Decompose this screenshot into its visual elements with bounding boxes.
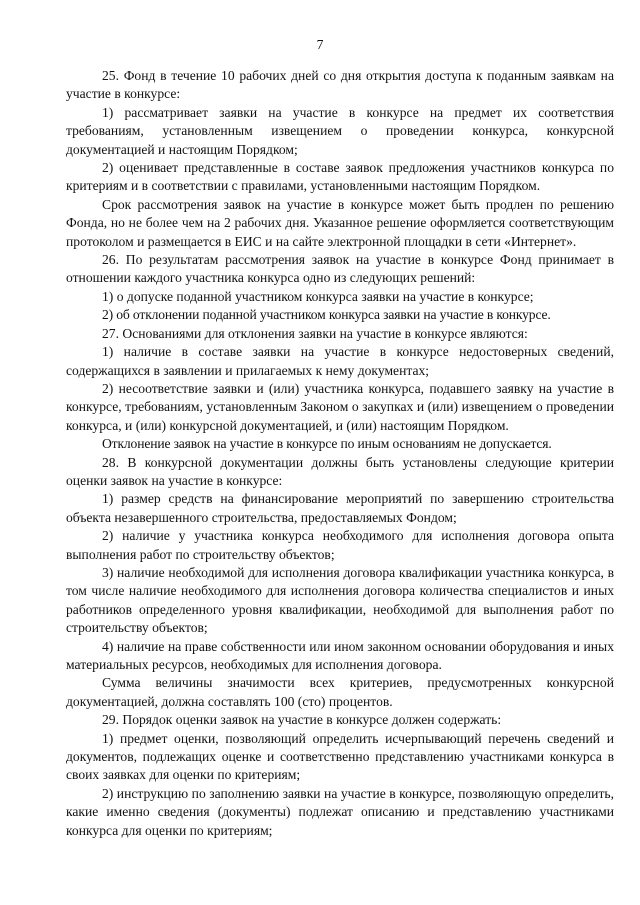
paragraph-25: 25. Фонд в течение 10 рабочих дней со дня открытия доступа к поданным заявкам на участие в конкурсе:	[66, 68, 614, 102]
paragraph-25-item-2: 2) оценивает представленные в составе заявок предложения участников конкурса по критериям и в соответствии с правилами, установленными настоящим Порядком.	[66, 160, 614, 194]
paragraph-25-item-1: 1) рассматривает заявки на участие в конкурсе на предмет их соответствия требованиям, установленным извещением о проведении конкурса, конкурсной документацией и настоящим Порядком;	[66, 104, 614, 157]
paragraph-28-item-2: 2) наличие у участника конкурса необходимого для исполнения договора опыта выполнения работ по строительству объектов;	[66, 528, 614, 562]
paragraph-rejection-note: Отклонение заявок на участие в конкурсе по иным основаниям не допускается.	[102, 436, 552, 452]
paragraph-29-item-1: 1) предмет оценки, позволяющий определить исчерпывающий перечень сведений и документов, подлежащих оценке и соответственно представлению участниками конкурса в своих заявках для оценки по критериям;	[66, 730, 614, 783]
paragraph-26: 26. По результатам рассмотрения заявок на участие в конкурсе Фонд принимает в отношении каждого участника конкурса одно из следующих решений:	[66, 252, 614, 286]
paragraph-28-item-3: 3) наличие необходимой для исполнения договора квалификации участника конкурса, в том числе наличие необходимого для исполнения договора количества специалистов и иных работников определенного уровня квалификации, необходимой для выполнения работ по строительству объектов;	[66, 564, 614, 636]
paragraph-27-item-2: 2) несоответствие заявки и (или) участника конкурса, подавшего заявку на участие в конкурсе, требованиям, установленным Законом о закупках и (или) извещением о проведении конкурса, и (или) конкурсной документацией, и (или) настоящим Порядком.	[66, 380, 614, 433]
paragraph-29-item-2: 2) инструкцию по заполнению заявки на участие в конкурсе, позволяющую определить, какие именно сведения (документы) подлежат описанию и представлению участниками конкурса для оценки по критериям;	[66, 785, 614, 838]
paragraph-26-item-2: 2) об отклонении поданной участником конкурса заявки на участие в конкурсе.	[102, 307, 551, 323]
document-body	[66, 67, 614, 840]
paragraph-review-term: Срок рассмотрения заявок на участие в конкурсе может быть продлен по решению Фонда, но не более чем на 2 рабочих дня. Указанное решение оформляется соответствующим протоколом и размещается в ЕИС и на сайте электронной площадки в сети «Интернет».	[66, 196, 614, 249]
paragraph-27-item-1: 1) наличие в составе заявки на участие в конкурсе недостоверных сведений, содержащихся в заявлении и прилагаемых к нему документах;	[66, 344, 614, 378]
paragraph-27: 27. Основаниями для отклонения заявки на участие в конкурсе являются:	[102, 325, 528, 341]
page-number: 7	[316, 37, 324, 52]
paragraph-28-item-4: 4) наличие на праве собственности или ином законном основании оборудования и иных материальных ресурсов, необходимых для исполнения договора.	[66, 638, 614, 672]
paragraph-28-item-1: 1) размер средств на финансирование мероприятий по завершению строительства объекта незавершенного строительства, предоставляемых Фондом;	[66, 491, 614, 525]
paragraph-28: 28. В конкурсной документации должны быть установлены следующие критерии оценки заявок на участие в конкурсе:	[66, 454, 614, 488]
paragraph-29: 29. Порядок оценки заявок на участие в конкурсе должен содержать:	[102, 712, 502, 728]
paragraph-26-item-1: 1) о допуске поданной участником конкурса заявки на участие в конкурсе;	[102, 288, 534, 304]
paragraph-criteria-sum: Сумма величины значимости всех критериев, предусмотренных конкурсной документацией, должна составлять 100 (сто) процентов.	[66, 675, 614, 709]
